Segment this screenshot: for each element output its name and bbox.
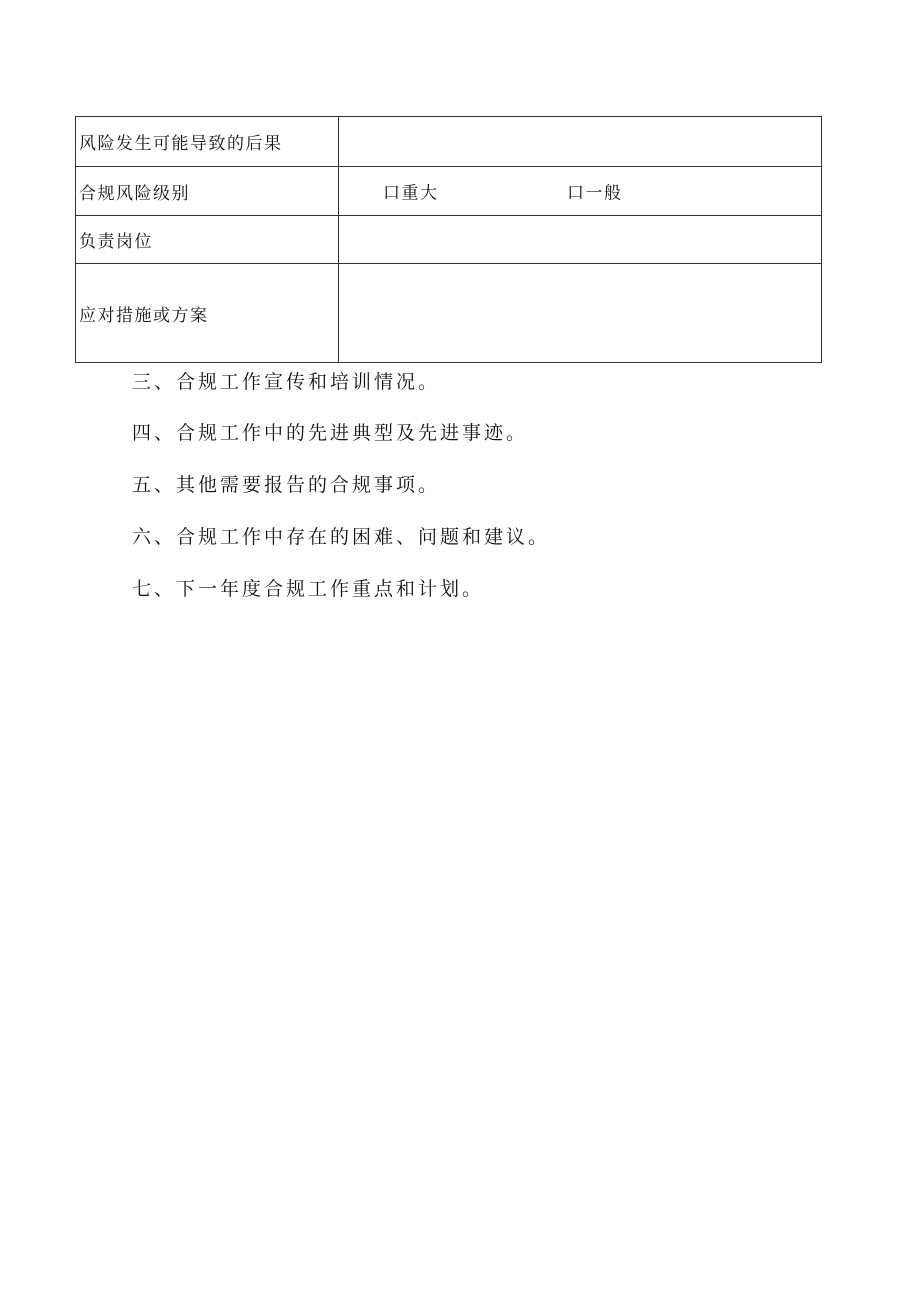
field-responsible-position[interactable] (339, 216, 822, 264)
table-row-responsible-position (76, 216, 822, 264)
label-measures: 应对措施或方案 (76, 264, 339, 363)
section-heading-5: 五、其他需要报告的合规事项。 (132, 474, 441, 496)
field-consequence[interactable] (339, 117, 822, 167)
label-responsible-position: 负责岗位 (76, 216, 339, 264)
section-heading-7: 七、下一年度合规工作重点和计划。 (132, 578, 485, 600)
table-row-risk-level (76, 167, 822, 216)
label-risk-level: 合规风险级别 (76, 167, 339, 216)
risk-report-table (75, 116, 822, 363)
section-heading-6: 六、合规工作中存在的困难、问题和建议。 (132, 526, 551, 548)
section-heading-4: 四、合规工作中的先进典型及先进事迹。 (132, 422, 529, 444)
section-heading-3: 三、合规工作宣传和培训情况。 (132, 371, 441, 393)
table-row-consequence (76, 117, 822, 167)
label-consequence: 风险发生可能导致的后果 (76, 117, 339, 167)
field-risk-level (339, 167, 822, 216)
table-row-measures (76, 264, 822, 363)
field-measures[interactable] (339, 264, 822, 363)
checkbox-major[interactable]: 口重大 (383, 183, 439, 204)
checkbox-general[interactable]: 口一般 (567, 183, 623, 204)
